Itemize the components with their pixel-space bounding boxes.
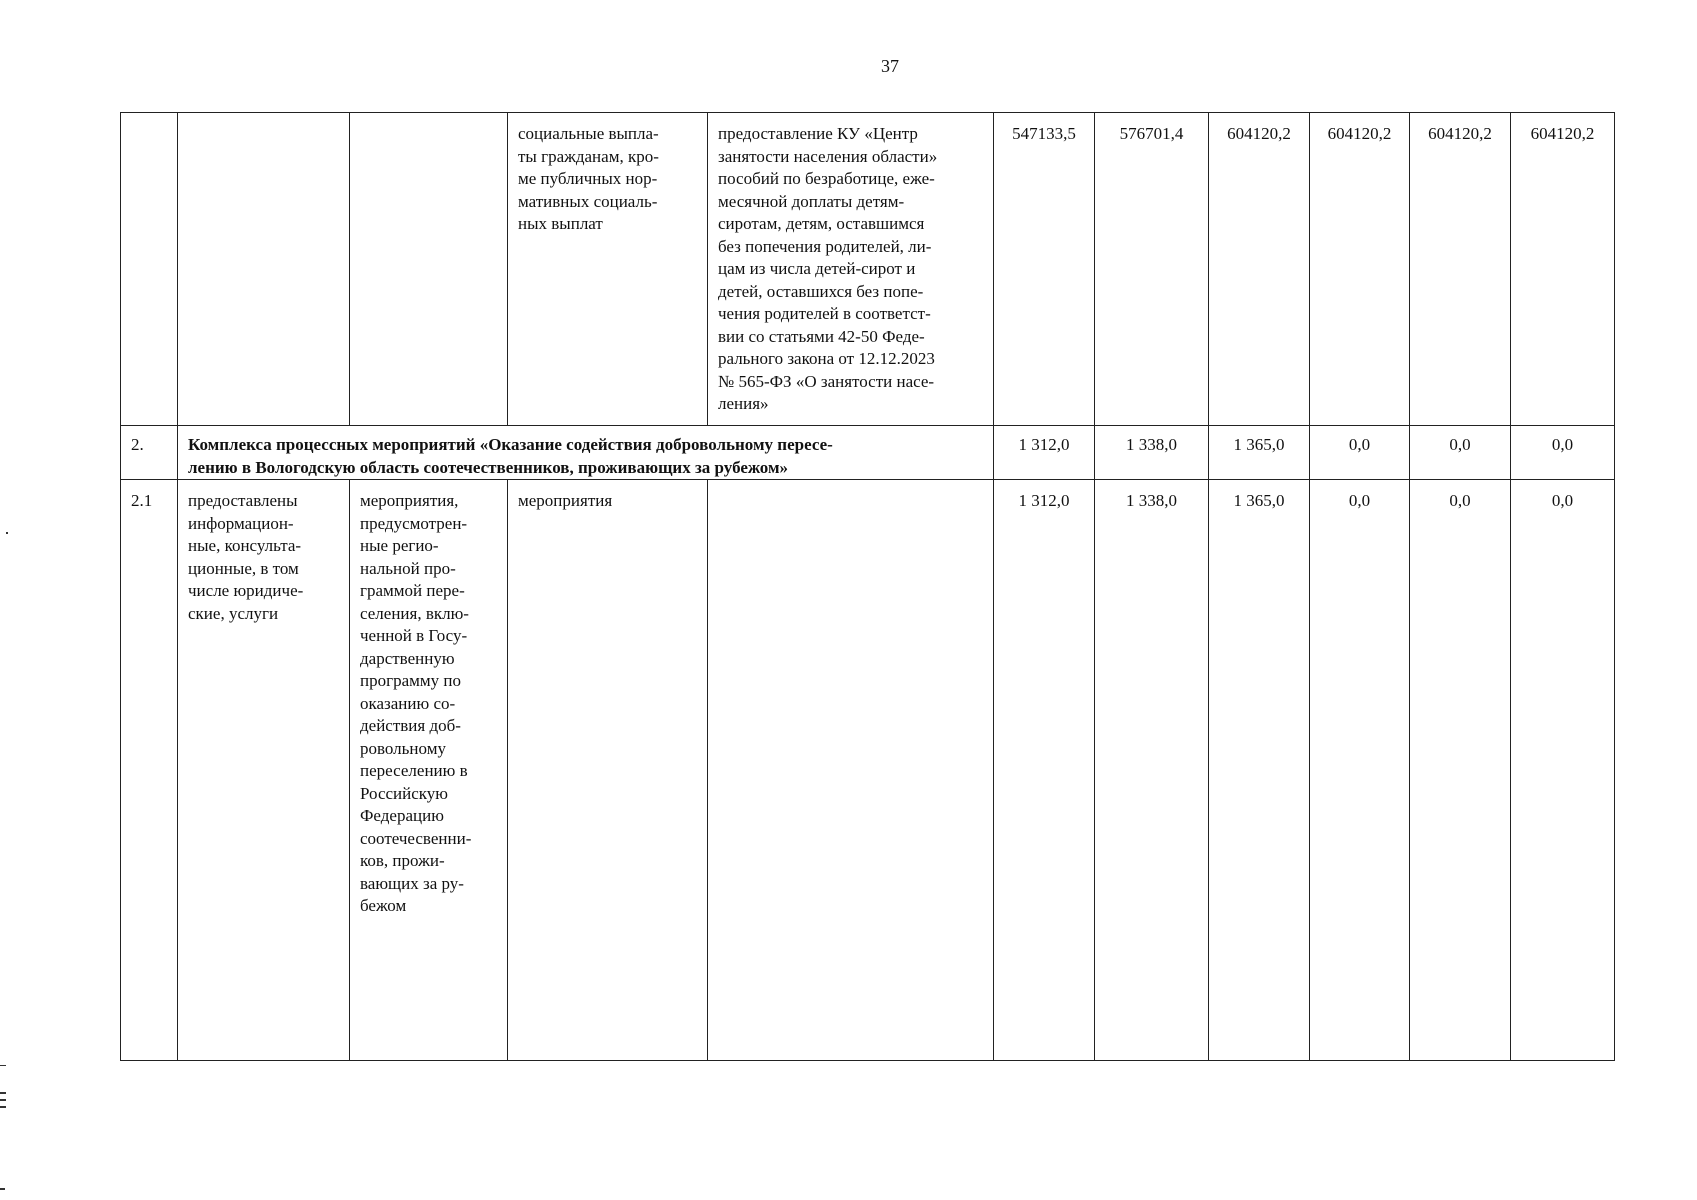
value-cell: 1 312,0: [994, 426, 1095, 480]
expense-type-text: социальные выпла- ты гражданам, кро- ме публичных нор- мативных социаль- ных выплат: [518, 124, 659, 233]
value-cell: 1 338,0: [1095, 426, 1209, 480]
section-title-cell: [178, 426, 994, 480]
table-row: [121, 113, 1615, 426]
result-cell: [178, 113, 350, 426]
row-number-cell: 2.1: [121, 480, 178, 1061]
value-cell: 0,0: [1410, 480, 1511, 1061]
description-cell: [708, 480, 994, 1061]
value-cell: 604120,2: [1209, 113, 1310, 426]
result-text: предоставлены информацион- ные, консульта- ционные, в том числе юридиче- ские, услуги: [188, 491, 304, 623]
row-number-cell: [121, 113, 178, 426]
scan-mark: [6, 532, 8, 534]
event-type-text: мероприятия, предусмотрен- ные регио- нальной про- граммой пере- селения, вклю- ченной в Госу- дарственную программу по оказанию со- действия доб- ровольному переселению в Российскую Федерацию соотечесвенни- ков, прожи- вающих за ру- бежом: [360, 491, 472, 915]
value-cell: 0,0: [1310, 480, 1410, 1061]
section-title: Комплекса процессных мероприятий «Оказание содействия добровольному пересе- лению в Вологодскую область соотечественников, проживающих за рубежом»: [188, 435, 833, 477]
description-cell: [708, 113, 994, 426]
expense-type-cell: [508, 113, 708, 426]
expense-type-cell: мероприятия: [508, 480, 708, 1061]
value-cell: 1 365,0: [1209, 480, 1310, 1061]
value-cell: 0,0: [1511, 480, 1615, 1061]
event-type-cell: [350, 480, 508, 1061]
scan-mark: [0, 1092, 6, 1094]
value-cell: 1 312,0: [994, 480, 1095, 1061]
value-cell: 576701,4: [1095, 113, 1209, 426]
value-cell: 0,0: [1410, 426, 1511, 480]
scan-mark: [0, 1106, 6, 1108]
value-cell: 604120,2: [1410, 113, 1511, 426]
value-cell: 0,0: [1511, 426, 1615, 480]
description-text: предоставление КУ «Центр занятости населения области» пособий по безработице, еже- месячной доплаты детям- сиротам, детям, оставшимся без попечения родителей, ли- цам из числа детей-сирот и детей, оставшихся без попе- чения родителей в соответст- вии со статьями 42-50 Феде- рального закона от 12.12.2023 № 565-ФЗ «О занятости насе- ления»: [718, 124, 938, 413]
table-row: [121, 426, 1615, 480]
value-cell: 604120,2: [1511, 113, 1615, 426]
page-number: 37: [881, 56, 899, 76]
table-row: [121, 480, 1615, 1061]
scan-mark: [0, 1188, 5, 1190]
value-cell: 0,0: [1310, 426, 1410, 480]
value-cell: 1 338,0: [1095, 480, 1209, 1061]
scan-mark: [0, 1065, 6, 1066]
value-cell: 547133,5: [994, 113, 1095, 426]
result-cell: [178, 480, 350, 1061]
scan-mark: [0, 1099, 6, 1101]
value-cell: 1 365,0: [1209, 426, 1310, 480]
row-number-cell: 2.: [121, 426, 178, 480]
budget-table: [120, 112, 1615, 1061]
value-cell: 604120,2: [1310, 113, 1410, 426]
event-type-cell: [350, 113, 508, 426]
